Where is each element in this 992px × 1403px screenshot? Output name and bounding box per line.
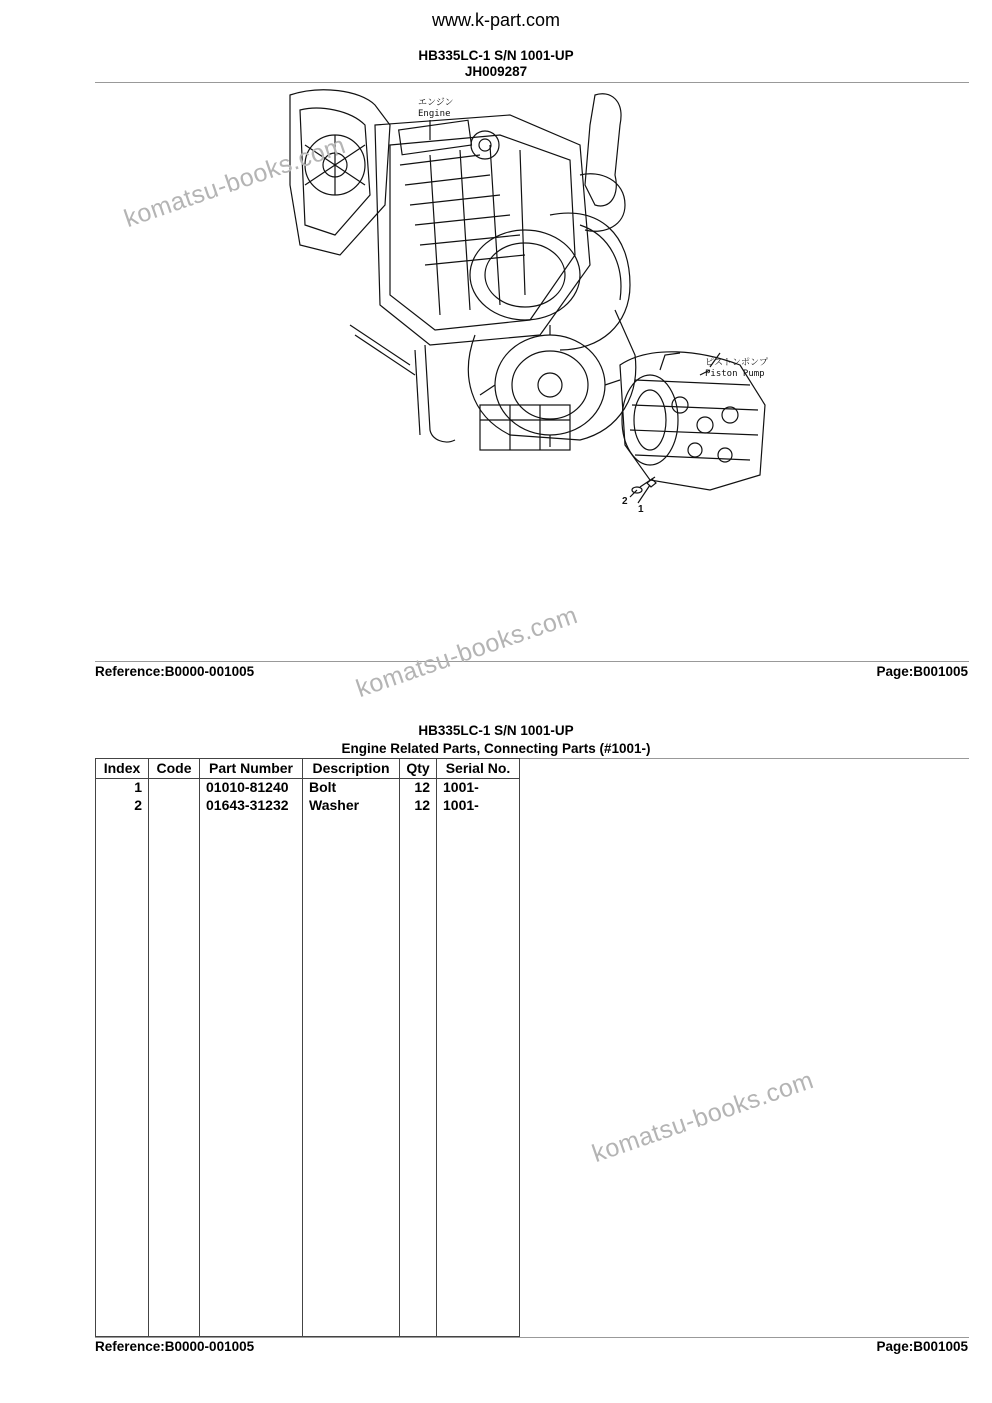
page2-section-title: Engine Related Parts, Connecting Parts (#1001-)	[341, 741, 651, 756]
table-row	[96, 797, 520, 815]
col-qty-header: Qty	[400, 759, 437, 779]
col-serial-header: Serial No.	[437, 759, 520, 779]
table-header-row	[96, 759, 520, 779]
cell-part-number: 01010-81240	[200, 779, 303, 798]
page1-footer-page: Page:B001005	[876, 664, 968, 679]
cell-part-number: 01643-31232	[200, 797, 303, 815]
site-url: www.k-part.com	[431, 10, 561, 30]
callout-2: 2	[622, 496, 628, 507]
cell-serial: 1001-	[437, 797, 520, 815]
callout-1: 1	[638, 504, 644, 515]
watermark: komatsu-books.com	[588, 1065, 818, 1169]
page2-model-title: HB335LC-1 S/N 1001-UP	[418, 723, 574, 738]
table-row	[96, 779, 520, 798]
page1-footer-rule	[95, 661, 969, 662]
cell-index: 1	[96, 779, 149, 798]
cell-description: Washer	[303, 797, 400, 815]
page2-footer-rule	[95, 1337, 969, 1338]
col-code-header: Code	[149, 759, 200, 779]
cell-description: Bolt	[303, 779, 400, 798]
page2-footer-page: Page:B001005	[876, 1339, 968, 1354]
cell-code	[149, 779, 200, 798]
col-description-header: Description	[303, 759, 400, 779]
cell-serial: 1001-	[437, 779, 520, 798]
page1-header-rule	[95, 82, 969, 83]
parts-table	[95, 758, 520, 1337]
exploded-parts-diagram	[280, 85, 770, 660]
watermark: komatsu-books.com	[352, 600, 582, 704]
cell-index: 2	[96, 797, 149, 815]
page1-drawing-id: JH009287	[464, 64, 528, 79]
page1-model-title: HB335LC-1 S/N 1001-UP	[418, 48, 574, 63]
pump-label-en: Piston Pump	[705, 369, 765, 379]
pump-label-jp: ピストンポンプ	[705, 358, 769, 368]
col-index-header: Index	[96, 759, 149, 779]
page2-footer-reference: Reference:B0000-001005	[95, 1339, 255, 1354]
col-part-number-header: Part Number	[200, 759, 303, 779]
page1-footer-reference: Reference:B0000-001005	[95, 664, 255, 679]
watermark: komatsu-books.com	[120, 130, 350, 234]
cell-code	[149, 797, 200, 815]
table-filler-row	[96, 815, 520, 1337]
engine-label-jp: エンジン	[418, 98, 454, 108]
engine-label-en: Engine	[418, 109, 451, 119]
cell-qty: 12	[400, 779, 437, 798]
cell-qty: 12	[400, 797, 437, 815]
